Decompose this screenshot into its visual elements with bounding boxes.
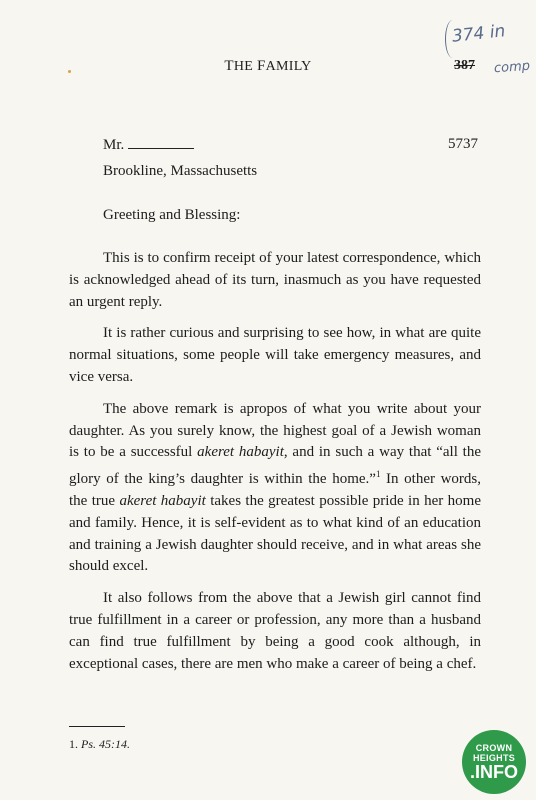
- handwritten-page-note: 374 in: [451, 21, 507, 47]
- paragraph-3-part-c: , and in such a way that “all the glory of the king’s daughter is within the home.”: [69, 444, 481, 488]
- recipient-line: [103, 136, 194, 154]
- paragraph-3-part-d: In other words, the true: [69, 471, 482, 509]
- paragraph-1: This is to confirm receipt of your latest correspondence, which is acknowledged ahead of its turn, inasmuch as you have requested an urgent reply.: [69, 250, 481, 310]
- header-text-amily: AMILY: [265, 59, 312, 74]
- page-number: 387: [454, 58, 475, 73]
- header-text-he: HE: [233, 59, 257, 74]
- name-blank: [128, 136, 194, 149]
- term-akeret-habayit-2: akeret habayit: [119, 492, 206, 509]
- date-code: 5737: [448, 136, 478, 152]
- footnote-divider: [69, 726, 125, 727]
- greeting: Greeting and Blessing:: [103, 207, 241, 223]
- paragraph-2: It is rather curious and surprising to see how, in what are quite normal situations, some people will take emergency measures, and vice versa.: [69, 325, 481, 385]
- recipient-city: Brookline, Massachusetts: [103, 163, 258, 179]
- letter-body: [69, 248, 481, 685]
- paragraph-3: [69, 399, 481, 578]
- paragraph-3-part-f: takes the greatest possible pride in her home and family. Hence, it is self-evident as to what kind of an education and training a Jewish daughter should receive, and in what areas she should excel.: [69, 492, 481, 575]
- logo-text-info: .INFO: [470, 762, 518, 782]
- term-akeret-habayit: akeret habayit: [197, 444, 284, 461]
- paragraph-3-part-a: The above remark is apropos of what you write about your daughter. As you surely know, the highest goal of a Jewish woman is to be a successful: [69, 400, 481, 461]
- salutation-prefix: Mr.: [103, 137, 125, 153]
- handwritten-comp-note: comp: [493, 58, 531, 77]
- header-initial-t: T: [224, 58, 234, 74]
- crownheights-logo[interactable]: [462, 730, 526, 794]
- footnote: [69, 737, 130, 752]
- footnote-marker: 1: [375, 469, 381, 480]
- paragraph-4: It also follows from the above that a Jewish girl cannot find true fulfillment in a career or profession, any more than a husband can find true fulfillment by being a good cook although, in exceptional cases, there are men who make a career of being a chef.: [69, 590, 481, 672]
- logo-text-heights: HEIGHTS: [472, 753, 516, 763]
- header-initial-f: F: [256, 58, 266, 74]
- logo-text-crown: CROWN: [475, 743, 513, 753]
- footnote-reference: Ps. 45:14.: [81, 737, 130, 751]
- footnote-number: 1.: [69, 737, 78, 751]
